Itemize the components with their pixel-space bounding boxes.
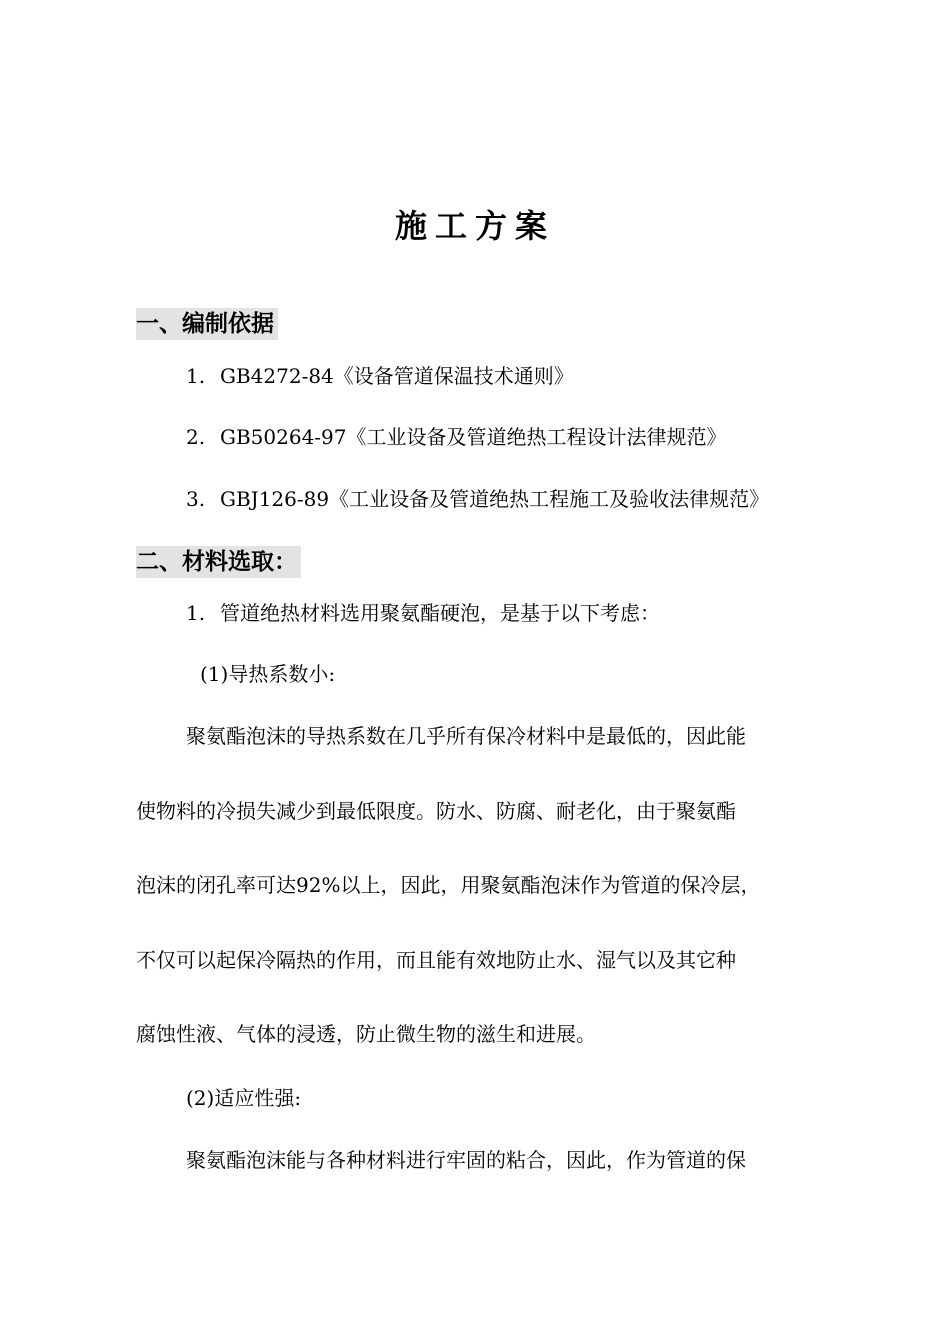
section-heading-basis: 一、编制依据 (136, 308, 278, 340)
item-text: GB4272-84《设备管道保温技术通则》 (220, 364, 574, 388)
reference-item (186, 421, 727, 453)
subheading-adaptability: (2)适应性强: (186, 1086, 302, 1110)
paragraph-line: 腐蚀性液、气体的浸透，防止微生物的滋生和进展。 (136, 1022, 596, 1046)
reference-item (186, 483, 769, 515)
paragraph-line: 聚氨酯泡沫能与各种材料进行牢固的粘合，因此，作为管道的保 (186, 1148, 746, 1172)
paragraph-line: 泡沫的闭孔率可达92%以上，因此，用聚氨酯泡沫作为管道的保冷层， (136, 873, 761, 897)
paragraph-line: 使物料的冷损失减少到最低限度。防水、防腐、耐老化，由于聚氨酯 (136, 799, 736, 823)
material-item (186, 597, 660, 629)
item-text: GBJ126-89《工业设备及管道绝热工程施工及验收法律规范》 (220, 487, 770, 511)
item-number: 3. (186, 487, 206, 511)
paragraph-line: 不仅可以起保冷隔热的作用，而且能有效地防止水、湿气以及其它种 (136, 948, 736, 972)
item-number: 1. (186, 601, 206, 625)
reference-item (186, 360, 574, 392)
item-number: 1. (186, 364, 206, 388)
subheading-thermal-conductivity: (1)导热系数小: (200, 662, 336, 686)
section-heading-materials: 二、材料选取： (136, 546, 301, 578)
item-text: 管道绝热材料选用聚氨酯硬泡，是基于以下考虑： (220, 601, 660, 625)
item-text: GB50264-97《工业设备及管道绝热工程设计法律规范》 (220, 425, 727, 449)
item-number: 2. (186, 425, 206, 449)
document-title: 施工方案 (394, 207, 555, 245)
paragraph-line: 聚氨酯泡沫的导热系数在几乎所有保冷材料中是最低的，因此能 (186, 724, 746, 748)
